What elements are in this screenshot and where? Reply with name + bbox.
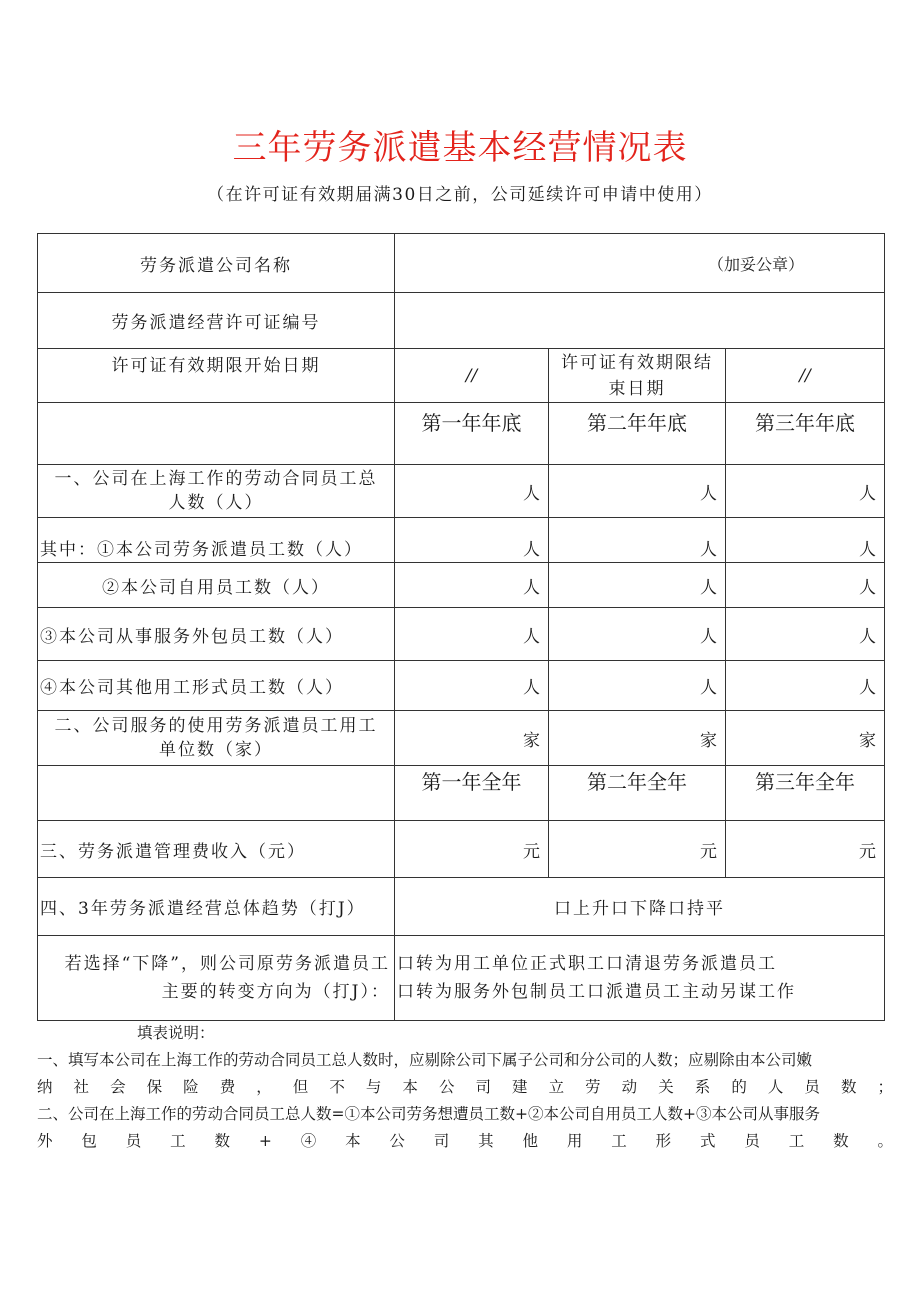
- license-number-field[interactable]: [395, 293, 885, 349]
- header-blank-cell: [38, 403, 395, 465]
- header-year3-full: 第三年全年: [726, 766, 885, 821]
- row-license-dates: [38, 349, 885, 403]
- row-own-use-employees: [38, 563, 885, 608]
- total-employees-year2[interactable]: 人: [549, 465, 726, 518]
- row-trend: [38, 878, 885, 936]
- row-management-fee: [38, 821, 885, 878]
- header-year2-full: 第二年全年: [549, 766, 726, 821]
- other-forms-year2[interactable]: 人: [549, 661, 726, 711]
- row-decline-direction: [38, 936, 885, 1021]
- header-year2-end: 第二年年底: [549, 403, 726, 465]
- total-employees-label: 一、公司在上海工作的劳动合同员工总人数（人）: [38, 465, 395, 518]
- other-forms-year3[interactable]: 人: [726, 661, 885, 711]
- client-units-year2[interactable]: 家: [549, 711, 726, 766]
- page-subtitle: （在许可证有效期届满30日之前，公司延续许可申请中使用）: [207, 185, 713, 205]
- note-2-line-1: 二、公司在上海工作的劳动合同员工总人数=①本公司劳务想遭员工数+②本公司自用员工人数+③本公司从事服务: [37, 1105, 820, 1123]
- decline-option-2[interactable]: 口转为服务外包制员工口派遣员工主动另谋工作: [397, 982, 796, 1002]
- outsourcing-year2[interactable]: 人: [549, 608, 726, 661]
- note-1-line-2: 纳社会保险费，但不与本公司建立劳动关系的人员数；: [37, 1078, 893, 1096]
- decline-option-1[interactable]: 口转为用工单位正式职工口清退劳务派遣员工: [397, 954, 777, 974]
- outsourcing-label: ③本公司从事服务外包员工数（人）: [38, 608, 395, 661]
- operation-form-table: [37, 233, 885, 1021]
- outsourcing-year3[interactable]: 人: [726, 608, 885, 661]
- license-start-field[interactable]: //: [395, 349, 549, 403]
- outsourcing-year1[interactable]: 人: [395, 608, 549, 661]
- management-fee-year1[interactable]: 元: [395, 821, 549, 878]
- row-company-name: [38, 234, 885, 293]
- decline-options: [395, 936, 885, 1021]
- notes-heading: 填表说明：: [137, 1024, 215, 1042]
- trend-options[interactable]: 口上升口下降口持平: [395, 878, 885, 936]
- row-year-end-headers: [38, 403, 885, 465]
- row-client-units: [38, 711, 885, 766]
- management-fee-year3[interactable]: 元: [726, 821, 885, 878]
- dispatched-year1[interactable]: 人: [395, 518, 549, 563]
- other-forms-label: ④本公司其他用工形式员工数（人）: [38, 661, 395, 711]
- row-outsourcing-employees: [38, 608, 885, 661]
- other-forms-year1[interactable]: 人: [395, 661, 549, 711]
- trend-label: 四、3年劳务派遣经营总体趋势（打J）: [38, 878, 395, 936]
- dispatched-label: 其中：①本公司劳务派遣员工数（人）: [38, 518, 395, 563]
- note-2-line-2: 外包员工数+④本公司其他用工形式员工数。: [37, 1132, 893, 1150]
- header-year3-end: 第三年年底: [726, 403, 885, 465]
- row-other-forms-employees: [38, 661, 885, 711]
- row-license-number: [38, 293, 885, 349]
- client-units-year1[interactable]: 家: [395, 711, 549, 766]
- company-name-label: 劳务派遣公司名称: [38, 234, 395, 293]
- total-employees-year3[interactable]: 人: [726, 465, 885, 518]
- license-number-label: 劳务派遣经营许可证编号: [38, 293, 395, 349]
- note-1-line-1: 一、填写本公司在上海工作的劳动合同员工总人数时，应剔除公司下属子公司和分公司的人数；应剔除由本公司嫩: [37, 1051, 813, 1069]
- page-title: 三年劳务派遣基本经营情况表: [232, 128, 688, 168]
- client-units-label: 二、公司服务的使用劳务派遣员工用工单位数（家）: [38, 711, 395, 766]
- license-start-label: 许可证有效期限开始日期: [38, 349, 395, 403]
- header-year1-full: 第一年全年: [395, 766, 549, 821]
- license-end-label: 许可证有效期限结束日期: [549, 349, 726, 403]
- row-full-year-headers: [38, 766, 885, 821]
- row-dispatched-employees: [38, 518, 885, 563]
- header-year1-end: 第一年年底: [395, 403, 549, 465]
- form-notes: [37, 1020, 893, 1155]
- own-use-label: ②本公司自用员工数（人）: [38, 563, 395, 608]
- own-use-year1[interactable]: 人: [395, 563, 549, 608]
- row-total-employees: [38, 465, 885, 518]
- client-units-year3[interactable]: 家: [726, 711, 885, 766]
- own-use-year3[interactable]: 人: [726, 563, 885, 608]
- management-fee-year2[interactable]: 元: [549, 821, 726, 878]
- decline-label: 若选择“下降”，则公司原劳务派遣员工主要的转变方向为（打J）：: [38, 936, 395, 1021]
- total-employees-year1[interactable]: 人: [395, 465, 549, 518]
- own-use-year2[interactable]: 人: [549, 563, 726, 608]
- management-fee-label: 三、劳务派遣管理费收入（元）: [38, 821, 395, 878]
- company-stamp-field[interactable]: （加妥公章）: [395, 234, 885, 293]
- dispatched-year2[interactable]: 人: [549, 518, 726, 563]
- license-end-field[interactable]: //: [726, 349, 885, 403]
- header-blank-cell-2: [38, 766, 395, 821]
- dispatched-year3[interactable]: 人: [726, 518, 885, 563]
